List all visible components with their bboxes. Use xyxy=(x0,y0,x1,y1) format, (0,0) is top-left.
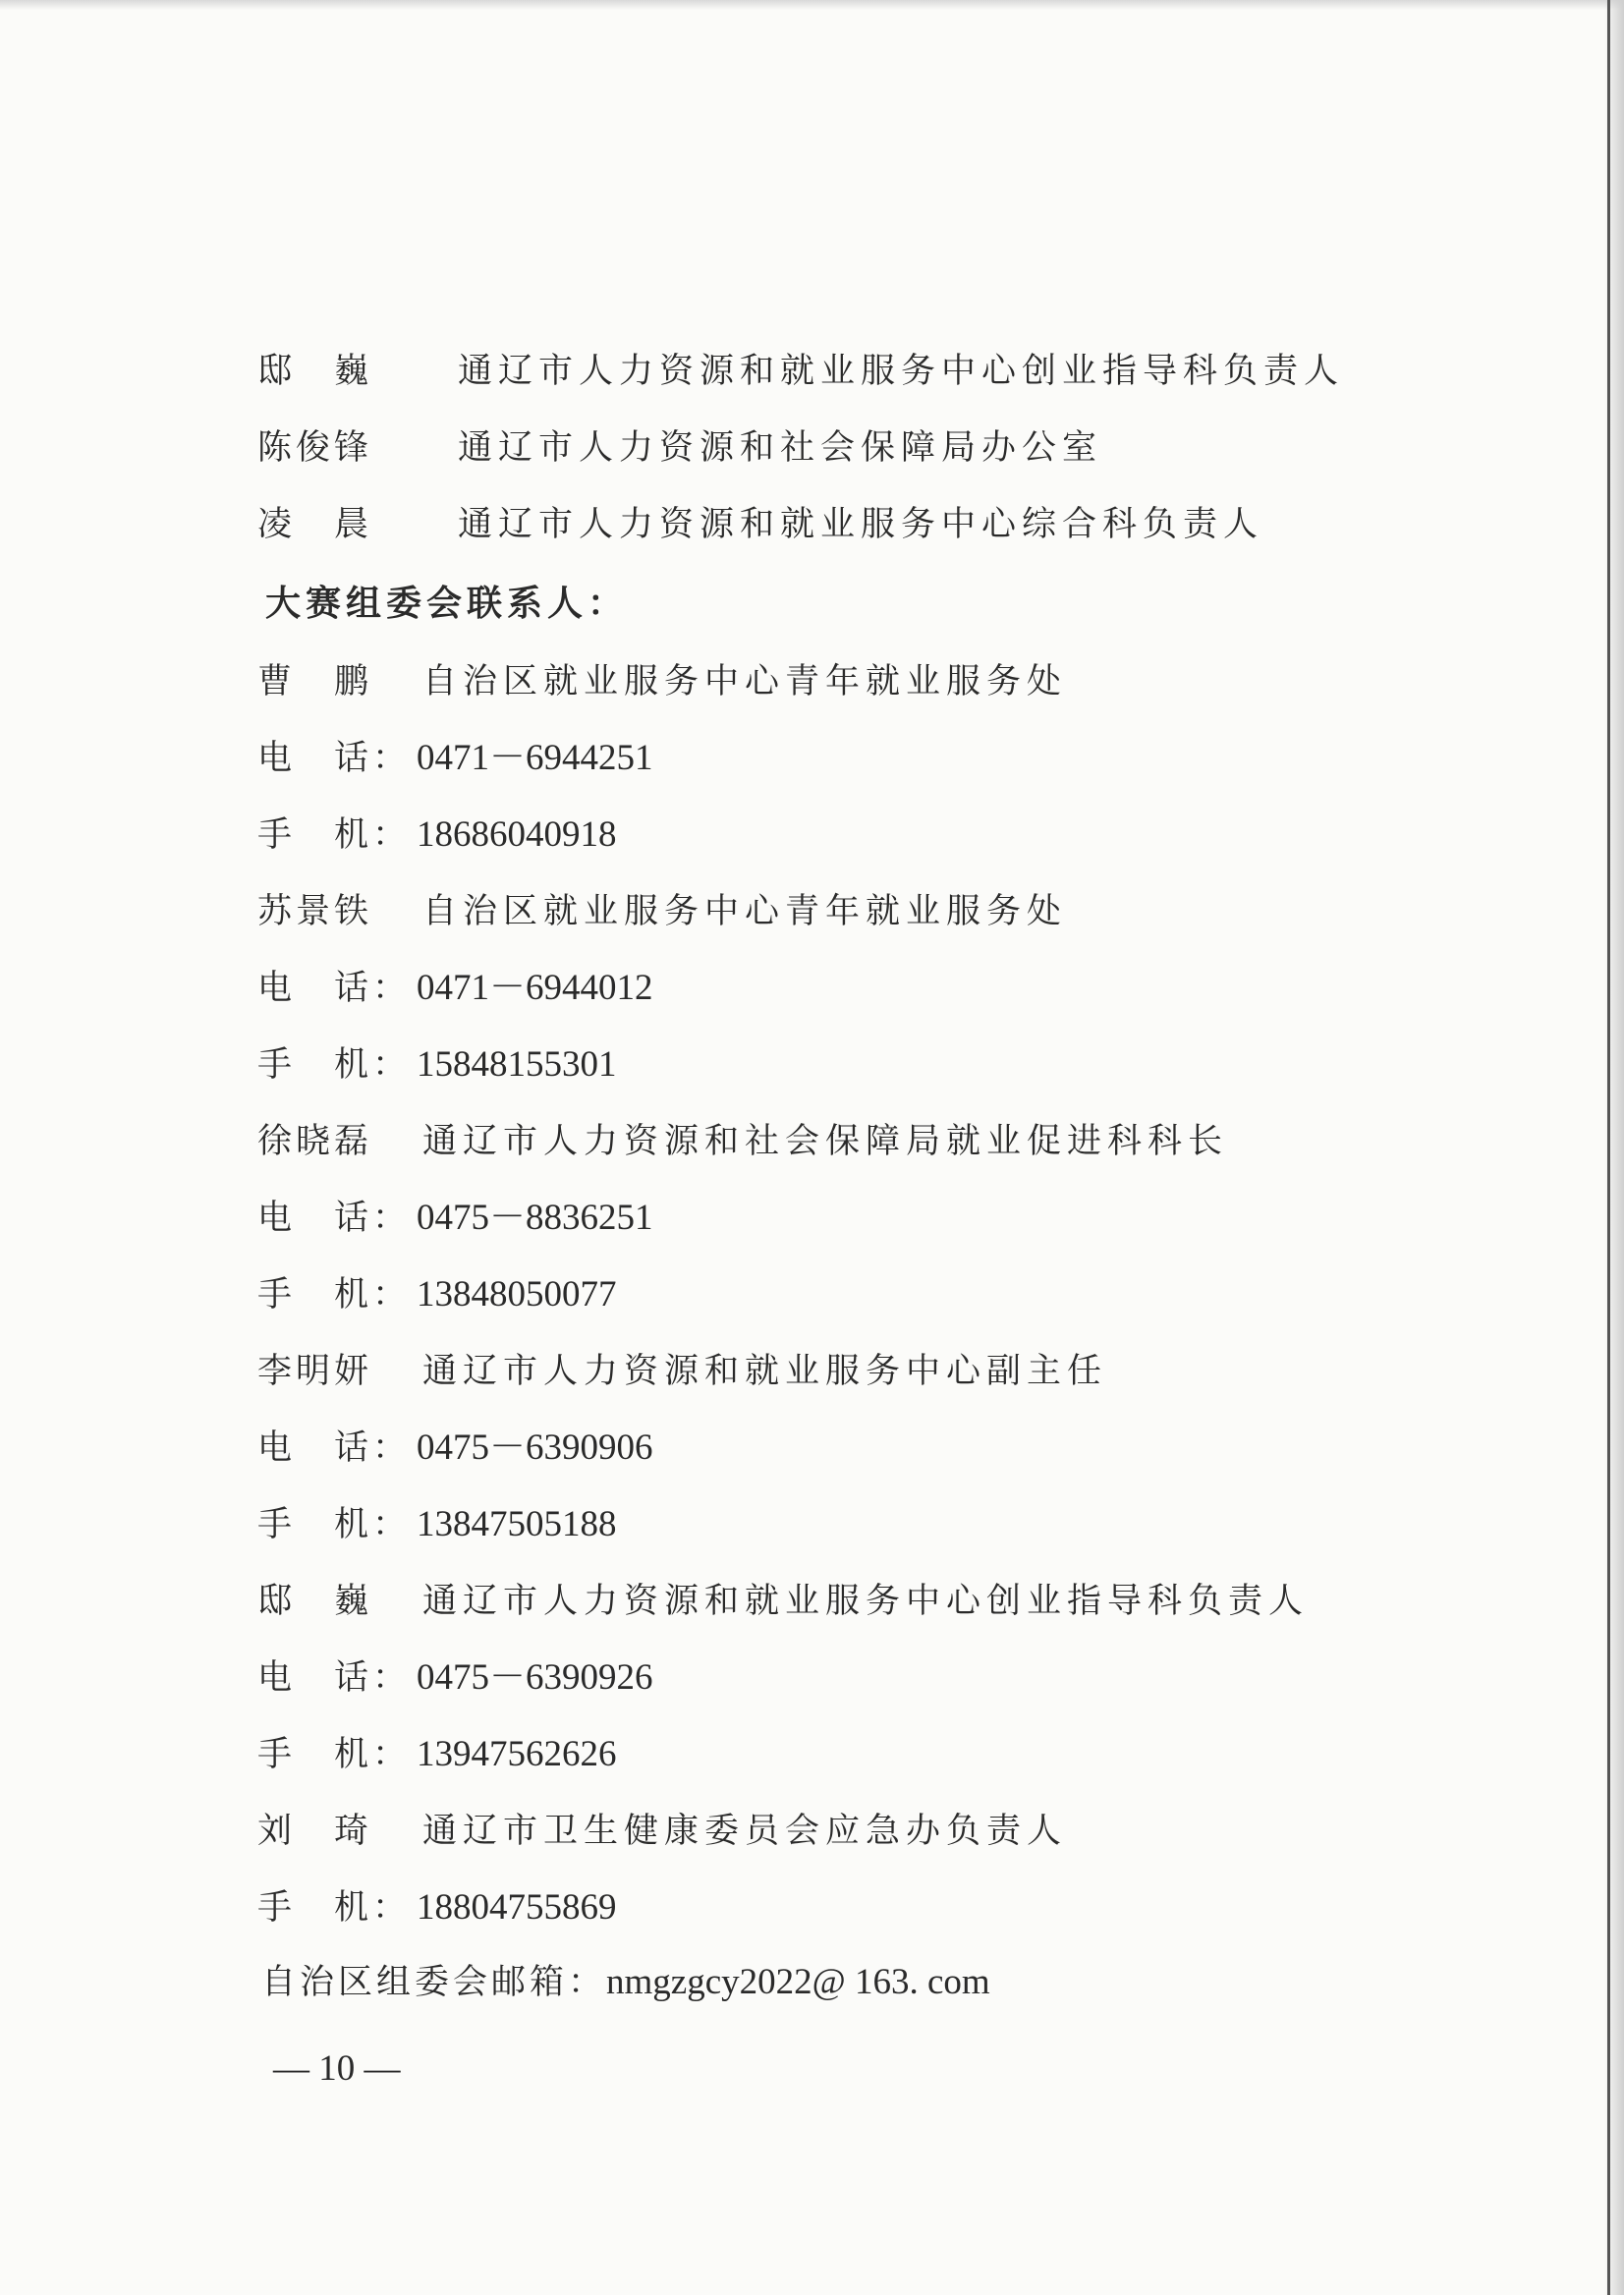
contact-name: 苏景铁 xyxy=(257,892,373,931)
page-number: — 10 — xyxy=(273,2048,401,2089)
mobile-label: 手 机： xyxy=(257,1045,412,1085)
mobile-number: 18686040918 xyxy=(417,814,617,855)
scan-edge-line xyxy=(1607,0,1610,2295)
contact-title: 通辽市人力资源和就业服务中心综合科负责人 xyxy=(458,505,1264,544)
phone-label: 电 话： xyxy=(257,1658,412,1698)
mobile-number: 13848050077 xyxy=(417,1274,617,1315)
email-label: 自治区组委会邮箱： xyxy=(261,1963,607,2002)
contact-title: 通辽市人力资源和就业服务中心副主任 xyxy=(422,1352,1108,1391)
mobile-label: 手 机： xyxy=(257,1735,412,1774)
contact-name: 邸 巍 xyxy=(257,1582,373,1621)
mobile-label: 手 机： xyxy=(257,1888,412,1928)
section-heading: 大赛组委会联系人： xyxy=(265,583,629,624)
phone-number: 0471－6944251 xyxy=(417,738,653,778)
phone-number: 0471－6944012 xyxy=(417,968,653,1008)
email-address: nmgzgcy2022@ 163. com xyxy=(606,1962,990,2002)
contact-title: 通辽市卫生健康委员会应急办负责人 xyxy=(422,1812,1068,1851)
contact-title: 通辽市人力资源和社会保障局办公室 xyxy=(458,428,1103,468)
mobile-number: 15848155301 xyxy=(417,1044,617,1085)
phone-number: 0475－6390926 xyxy=(417,1657,653,1698)
phone-number: 0475－8836251 xyxy=(417,1198,653,1238)
scan-top-shadow xyxy=(0,0,1624,10)
contact-name: 曹 鹏 xyxy=(257,662,373,701)
contact-name: 邸 巍 xyxy=(257,352,373,391)
phone-label: 电 话： xyxy=(257,969,412,1008)
contact-name: 刘 琦 xyxy=(257,1812,373,1851)
phone-label: 电 话： xyxy=(257,1199,412,1238)
mobile-label: 手 机： xyxy=(257,815,412,855)
email-row xyxy=(261,1953,990,2012)
contact-name: 陈俊锋 xyxy=(257,428,373,468)
mobile-number: 13847505188 xyxy=(417,1504,617,1544)
mobile-label: 手 机： xyxy=(257,1275,412,1315)
mobile-number: 13947562626 xyxy=(417,1734,617,1774)
contact-name: 凌 晨 xyxy=(257,505,373,544)
contact-name: 徐晓磊 xyxy=(257,1122,373,1161)
contact-title: 自治区就业服务中心青年就业服务处 xyxy=(422,892,1068,931)
contact-title: 通辽市人力资源和就业服务中心创业指导科负责人 xyxy=(422,1582,1310,1621)
phone-label: 电 话： xyxy=(257,739,412,778)
mobile-label: 手 机： xyxy=(257,1505,412,1544)
contact-title: 通辽市人力资源和社会保障局就业促进科科长 xyxy=(422,1122,1229,1161)
phone-label: 电 话： xyxy=(257,1428,412,1468)
contact-name: 李明妍 xyxy=(257,1352,373,1391)
phone-number: 0475－6390906 xyxy=(417,1427,653,1468)
mobile-number: 18804755869 xyxy=(417,1887,617,1928)
contact-title: 自治区就业服务中心青年就业服务处 xyxy=(422,662,1068,701)
contact-title: 通辽市人力资源和就业服务中心创业指导科负责人 xyxy=(458,352,1345,391)
